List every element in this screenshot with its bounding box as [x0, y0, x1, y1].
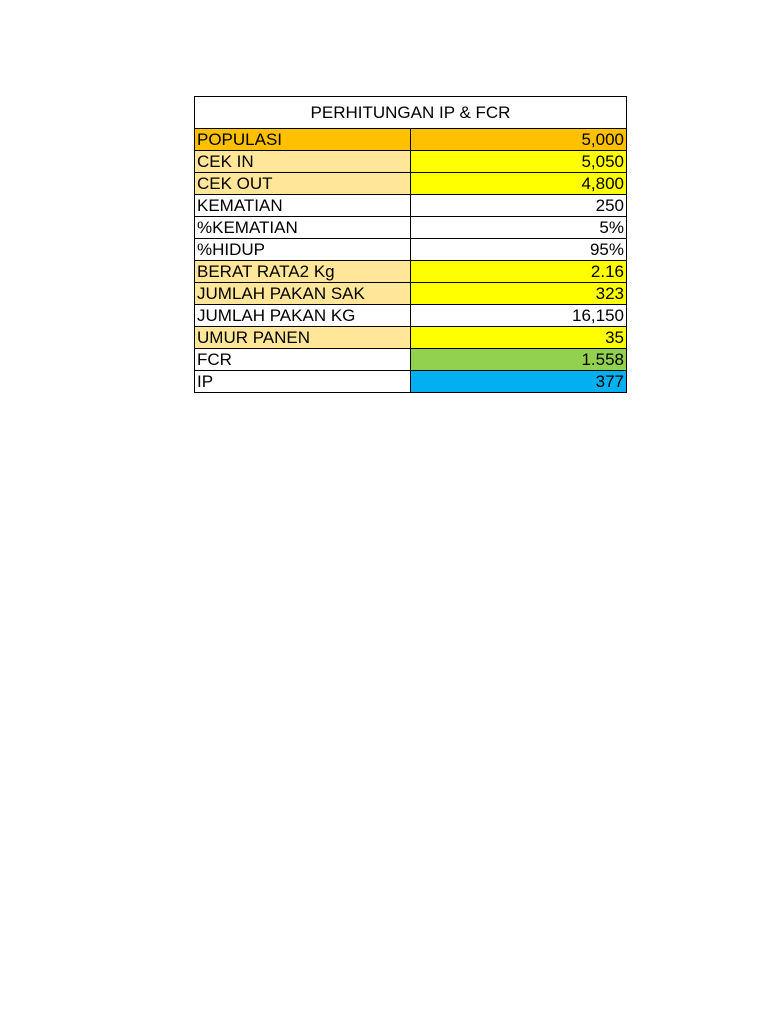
row-value: 5,000 [411, 129, 627, 151]
table-row [195, 305, 627, 327]
row-value: 5,050 [411, 151, 627, 173]
row-value: 4,800 [411, 173, 627, 195]
row-label: %KEMATIAN [195, 217, 411, 239]
row-value: 323 [411, 283, 627, 305]
row-label: CEK IN [195, 151, 411, 173]
row-value: 16,150 [411, 305, 627, 327]
table-title: PERHITUNGAN IP & FCR [195, 97, 627, 129]
row-value: 2.16 [411, 261, 627, 283]
table-row [195, 371, 627, 393]
row-value: 1.558 [411, 349, 627, 371]
row-value: 35 [411, 327, 627, 349]
table-row [195, 217, 627, 239]
table-row [195, 151, 627, 173]
table-row [195, 195, 627, 217]
table-row [195, 239, 627, 261]
table-row [195, 349, 627, 371]
row-label: JUMLAH PAKAN SAK [195, 283, 411, 305]
row-label: UMUR PANEN [195, 327, 411, 349]
row-value: 5% [411, 217, 627, 239]
row-label: KEMATIAN [195, 195, 411, 217]
table-row [195, 129, 627, 151]
table-row [195, 261, 627, 283]
row-label: FCR [195, 349, 411, 371]
row-value: 250 [411, 195, 627, 217]
row-value: 95% [411, 239, 627, 261]
table-row [195, 173, 627, 195]
row-label: BERAT RATA2 Kg [195, 261, 411, 283]
row-value: 377 [411, 371, 627, 393]
table-row [195, 283, 627, 305]
row-label: IP [195, 371, 411, 393]
row-label: JUMLAH PAKAN KG [195, 305, 411, 327]
title-row [195, 97, 627, 129]
row-label: POPULASI [195, 129, 411, 151]
table-body [195, 97, 627, 393]
table-row [195, 327, 627, 349]
row-label: %HIDUP [195, 239, 411, 261]
ip-fcr-table [194, 96, 627, 393]
row-label: CEK OUT [195, 173, 411, 195]
